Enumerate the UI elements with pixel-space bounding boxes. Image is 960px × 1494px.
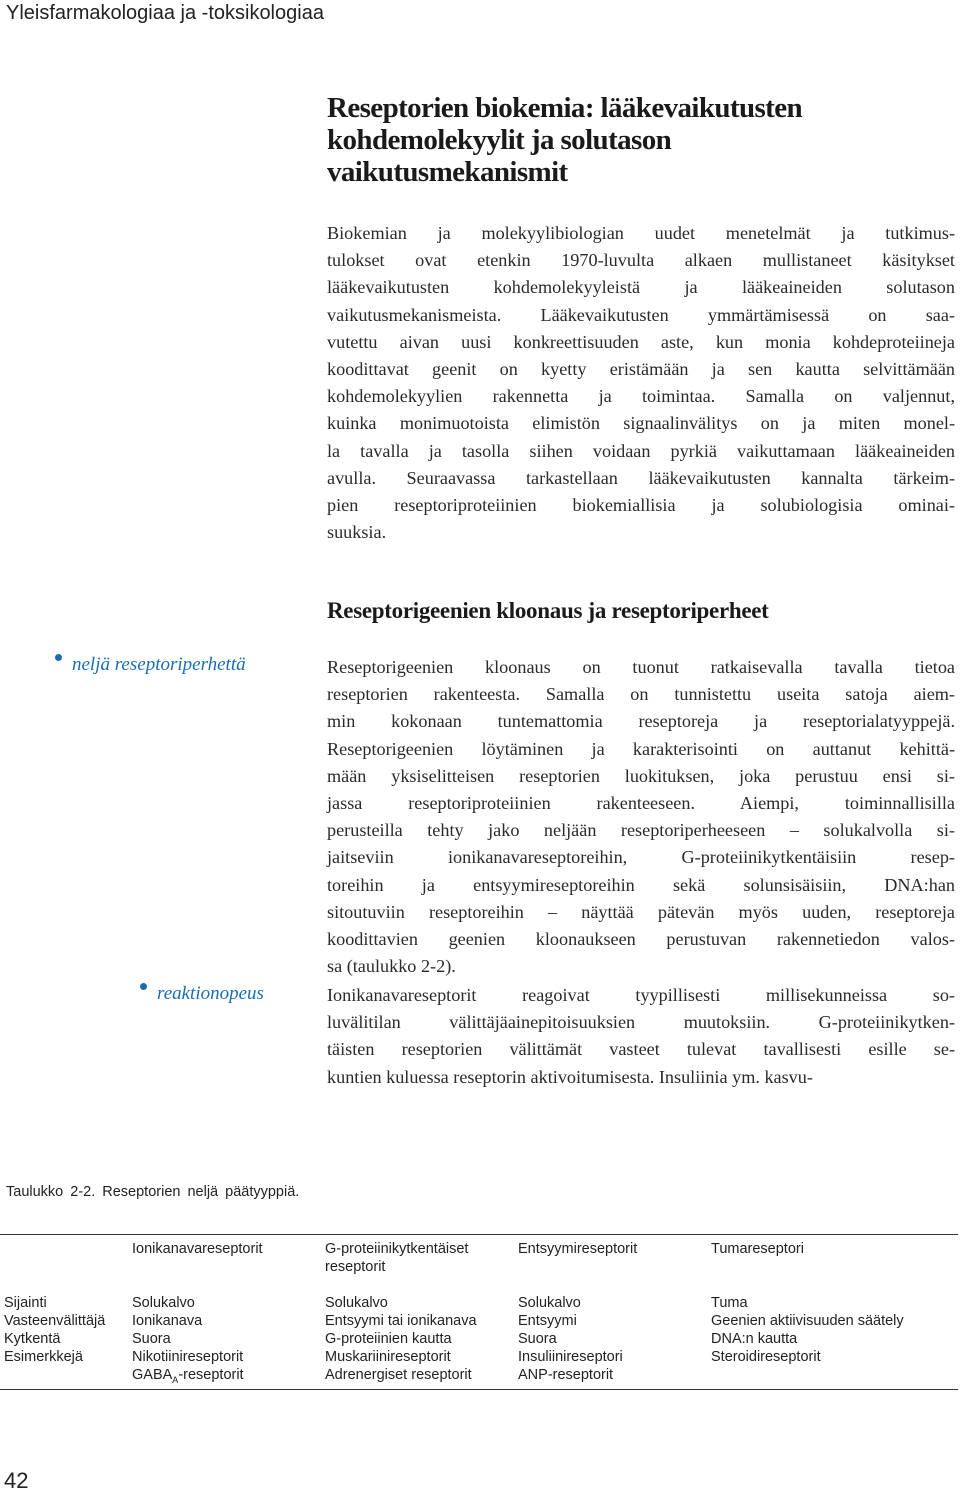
- running-header: Yleisfarmakologiaa ja -toksikologiaa: [6, 2, 324, 24]
- table-column-ionotropic: [132, 1294, 244, 1389]
- text-line: sitoutuviin reseptoreihin – näyttää pätevän myös uuden, reseptoreja: [327, 901, 955, 922]
- text-line: Biokemian ja molekyylibiologian uudet menetelmät ja tutkimus-: [327, 223, 955, 243]
- text-line: täisten reseptorien välittämät vasteet tulevat tavallisesti esille se-: [327, 1039, 955, 1060]
- table-cell: Kytkentä: [4, 1331, 61, 1347]
- gaba-text: GABA: [132, 1367, 173, 1383]
- table-caption: Taulukko 2-2. Reseptorien neljä päätyyppiä.: [6, 1184, 300, 1200]
- table-header-ionotropic: [132, 1240, 263, 1258]
- title-line: kohdemolekyylit ja solutason: [327, 124, 672, 156]
- text-line: koodittavat geenit on kyetty eristämään ja sen kautta selvittämään: [327, 359, 955, 380]
- text-line: vutettu aivan uusi konkreettisuuden aste, kun monia kohdeproteiineja: [327, 331, 955, 352]
- table-cell: DNA:n kautta: [711, 1331, 798, 1347]
- text-line: tulokset ovat etenkin 1970-luvulta alkaen mullistaneet käsitykset: [327, 250, 955, 271]
- text-line: perusteilla tehty jako neljään reseptoriperheeseen – solukalvolla si-: [327, 820, 955, 841]
- table-header-text: Entsyymireseptorit: [518, 1241, 638, 1257]
- table-cell: Adrenergiset reseptorit: [325, 1367, 472, 1383]
- table-cell: Entsyymi tai ionikanava: [325, 1313, 477, 1329]
- text-line: toreihin ja entsyymireseptoreihin sekä solunsisäisiin, DNA:han: [327, 874, 955, 895]
- table-cell: Vasteenvälittäjä: [4, 1313, 106, 1329]
- text-line: Reseptorigeenien kloonaus on tuonut ratkaisevalla tavalla tietoa: [327, 657, 955, 677]
- table-cell: Geenien aktiivisuuden säätely: [711, 1313, 904, 1329]
- gaba-suffix: -reseptorit: [178, 1367, 244, 1383]
- table-cell: Nikotiinireseptorit: [132, 1349, 244, 1365]
- table-cell: Tuma: [711, 1295, 748, 1311]
- table-top-rule: [0, 1234, 958, 1235]
- table-cell: Entsyymi: [518, 1313, 577, 1329]
- page-number: 42: [4, 1468, 29, 1493]
- text-line: suuksia.: [327, 522, 387, 543]
- text-line: la tavalla ja tasolla siihen voidaan pyrkiä vaikuttamaan lääkeaineiden: [327, 440, 955, 461]
- table-column-nuclear: [711, 1294, 904, 1366]
- table-cell: Sijainti: [4, 1295, 47, 1311]
- text-line: kohdemolekyylien rakennetta ja toimintaa. Samalla on valjennut,: [327, 386, 955, 407]
- table-cell: Muskariinireseptorit: [325, 1349, 451, 1365]
- margin-note-text: reaktionopeus: [157, 983, 264, 1004]
- text-line: koodittavien geenien kloonaukseen perustuvan rakennetiedon valos-: [327, 929, 955, 950]
- table-column-enzyme: [518, 1294, 623, 1384]
- text-line: kuntien kuluessa reseptorin aktivoitumisesta. Insuliinia ym. kasvu-: [327, 1066, 813, 1087]
- margin-note-receptor-families: [55, 654, 246, 676]
- text-line: Ionikanavareseptorit reagoivat tyypillisesti millisekunneissa so-: [327, 985, 955, 1005]
- table-cell: Insuliinireseptori: [518, 1349, 623, 1365]
- table-cell: Suora: [132, 1331, 171, 1347]
- table-cell: ANP-reseptorit: [518, 1367, 614, 1383]
- table-header-text: G-proteiinikytkentäiset: [325, 1241, 469, 1257]
- text-line: avulla. Seuraavassa tarkastellaan lääkevaikutusten kannalta tärkeim-: [327, 467, 955, 488]
- table-cell: Suora: [518, 1331, 557, 1347]
- table-header-nuclear: [711, 1240, 804, 1258]
- table-bottom-rule: [0, 1389, 958, 1390]
- table-cell: Steroidireseptorit: [711, 1349, 821, 1365]
- margin-note-reaction-speed: [140, 983, 264, 1005]
- text-line: luvälitilan välittäjäainepitoisuuksien muutoksiin. G-proteiinikytken-: [327, 1012, 955, 1033]
- table-header-gprotein: [325, 1240, 468, 1276]
- table-cell: Ionikanava: [132, 1313, 203, 1329]
- table-header-text: reseptorit: [325, 1259, 386, 1275]
- table-cell: Solukalvo: [132, 1295, 195, 1311]
- table-cell-gaba: [132, 1366, 244, 1389]
- text-line: mään yksiselitteisen reseptorien luokituksen, joka perustuu ensi si-: [327, 765, 955, 786]
- text-line: vaikutusmekanismeista. Lääkevaikutusten ymmärtämisessä on saa-: [327, 304, 955, 325]
- text-line: min kokonaan tuntemattomia reseptoreja ja reseptorialatyyppejä.: [327, 711, 955, 732]
- title-line: vaikutusmekanismit: [327, 156, 568, 188]
- body-paragraph-1: [327, 654, 955, 980]
- text-line: pien reseptoriproteiinien biokemiallisia ja solubiologisia ominai-: [327, 495, 955, 516]
- text-line: reseptorien rakenteesta. Samalla on tunnistettu useita satoja aiem-: [327, 684, 955, 705]
- text-line: lääkevaikutusten kohdemolekyyleistä ja lääkeaineiden solutason: [327, 277, 955, 298]
- text-line: sa (taulukko 2-2).: [327, 956, 456, 977]
- table-cell: G-proteiinien kautta: [325, 1331, 452, 1347]
- table-column-row-labels: [4, 1294, 105, 1366]
- title-line: Reseptorien biokemia: lääkevaikutusten: [327, 92, 803, 124]
- bullet-icon: [55, 654, 62, 661]
- table-header-text: Ionikanavareseptorit: [132, 1241, 263, 1257]
- text-line: jaitseviin ionikanavareseptoreihin, G-proteiinikytkentäisiin resep-: [327, 847, 955, 868]
- table-header-enzyme: [518, 1240, 637, 1258]
- intro-paragraph: [327, 220, 955, 546]
- gaba-subscript: A: [172, 1374, 179, 1385]
- bullet-icon: [140, 983, 147, 990]
- text-line: kuinka monimuotoista elimistön signaalinvälitys on ja miten monel-: [327, 413, 955, 434]
- body-paragraph-2: [327, 982, 955, 1091]
- table-cell: Esimerkkejä: [4, 1349, 83, 1365]
- table-header-text: Tumareseptori: [711, 1241, 804, 1257]
- text-line: jassa reseptoriproteiinien rakenteeseen. Aiempi, toiminnallisilla: [327, 793, 955, 814]
- table-column-gprotein: [325, 1294, 477, 1384]
- text-line: Reseptorigeenien löytäminen ja karakterisointi on auttanut kehittä-: [327, 738, 955, 759]
- chapter-title: [327, 92, 927, 188]
- table-cell: Solukalvo: [518, 1295, 581, 1311]
- section-heading: Reseptorigeenien kloonaus ja reseptoriperheet: [327, 598, 769, 623]
- table-cell: Solukalvo: [325, 1295, 388, 1311]
- margin-note-text: neljä reseptoriperhettä: [72, 654, 246, 675]
